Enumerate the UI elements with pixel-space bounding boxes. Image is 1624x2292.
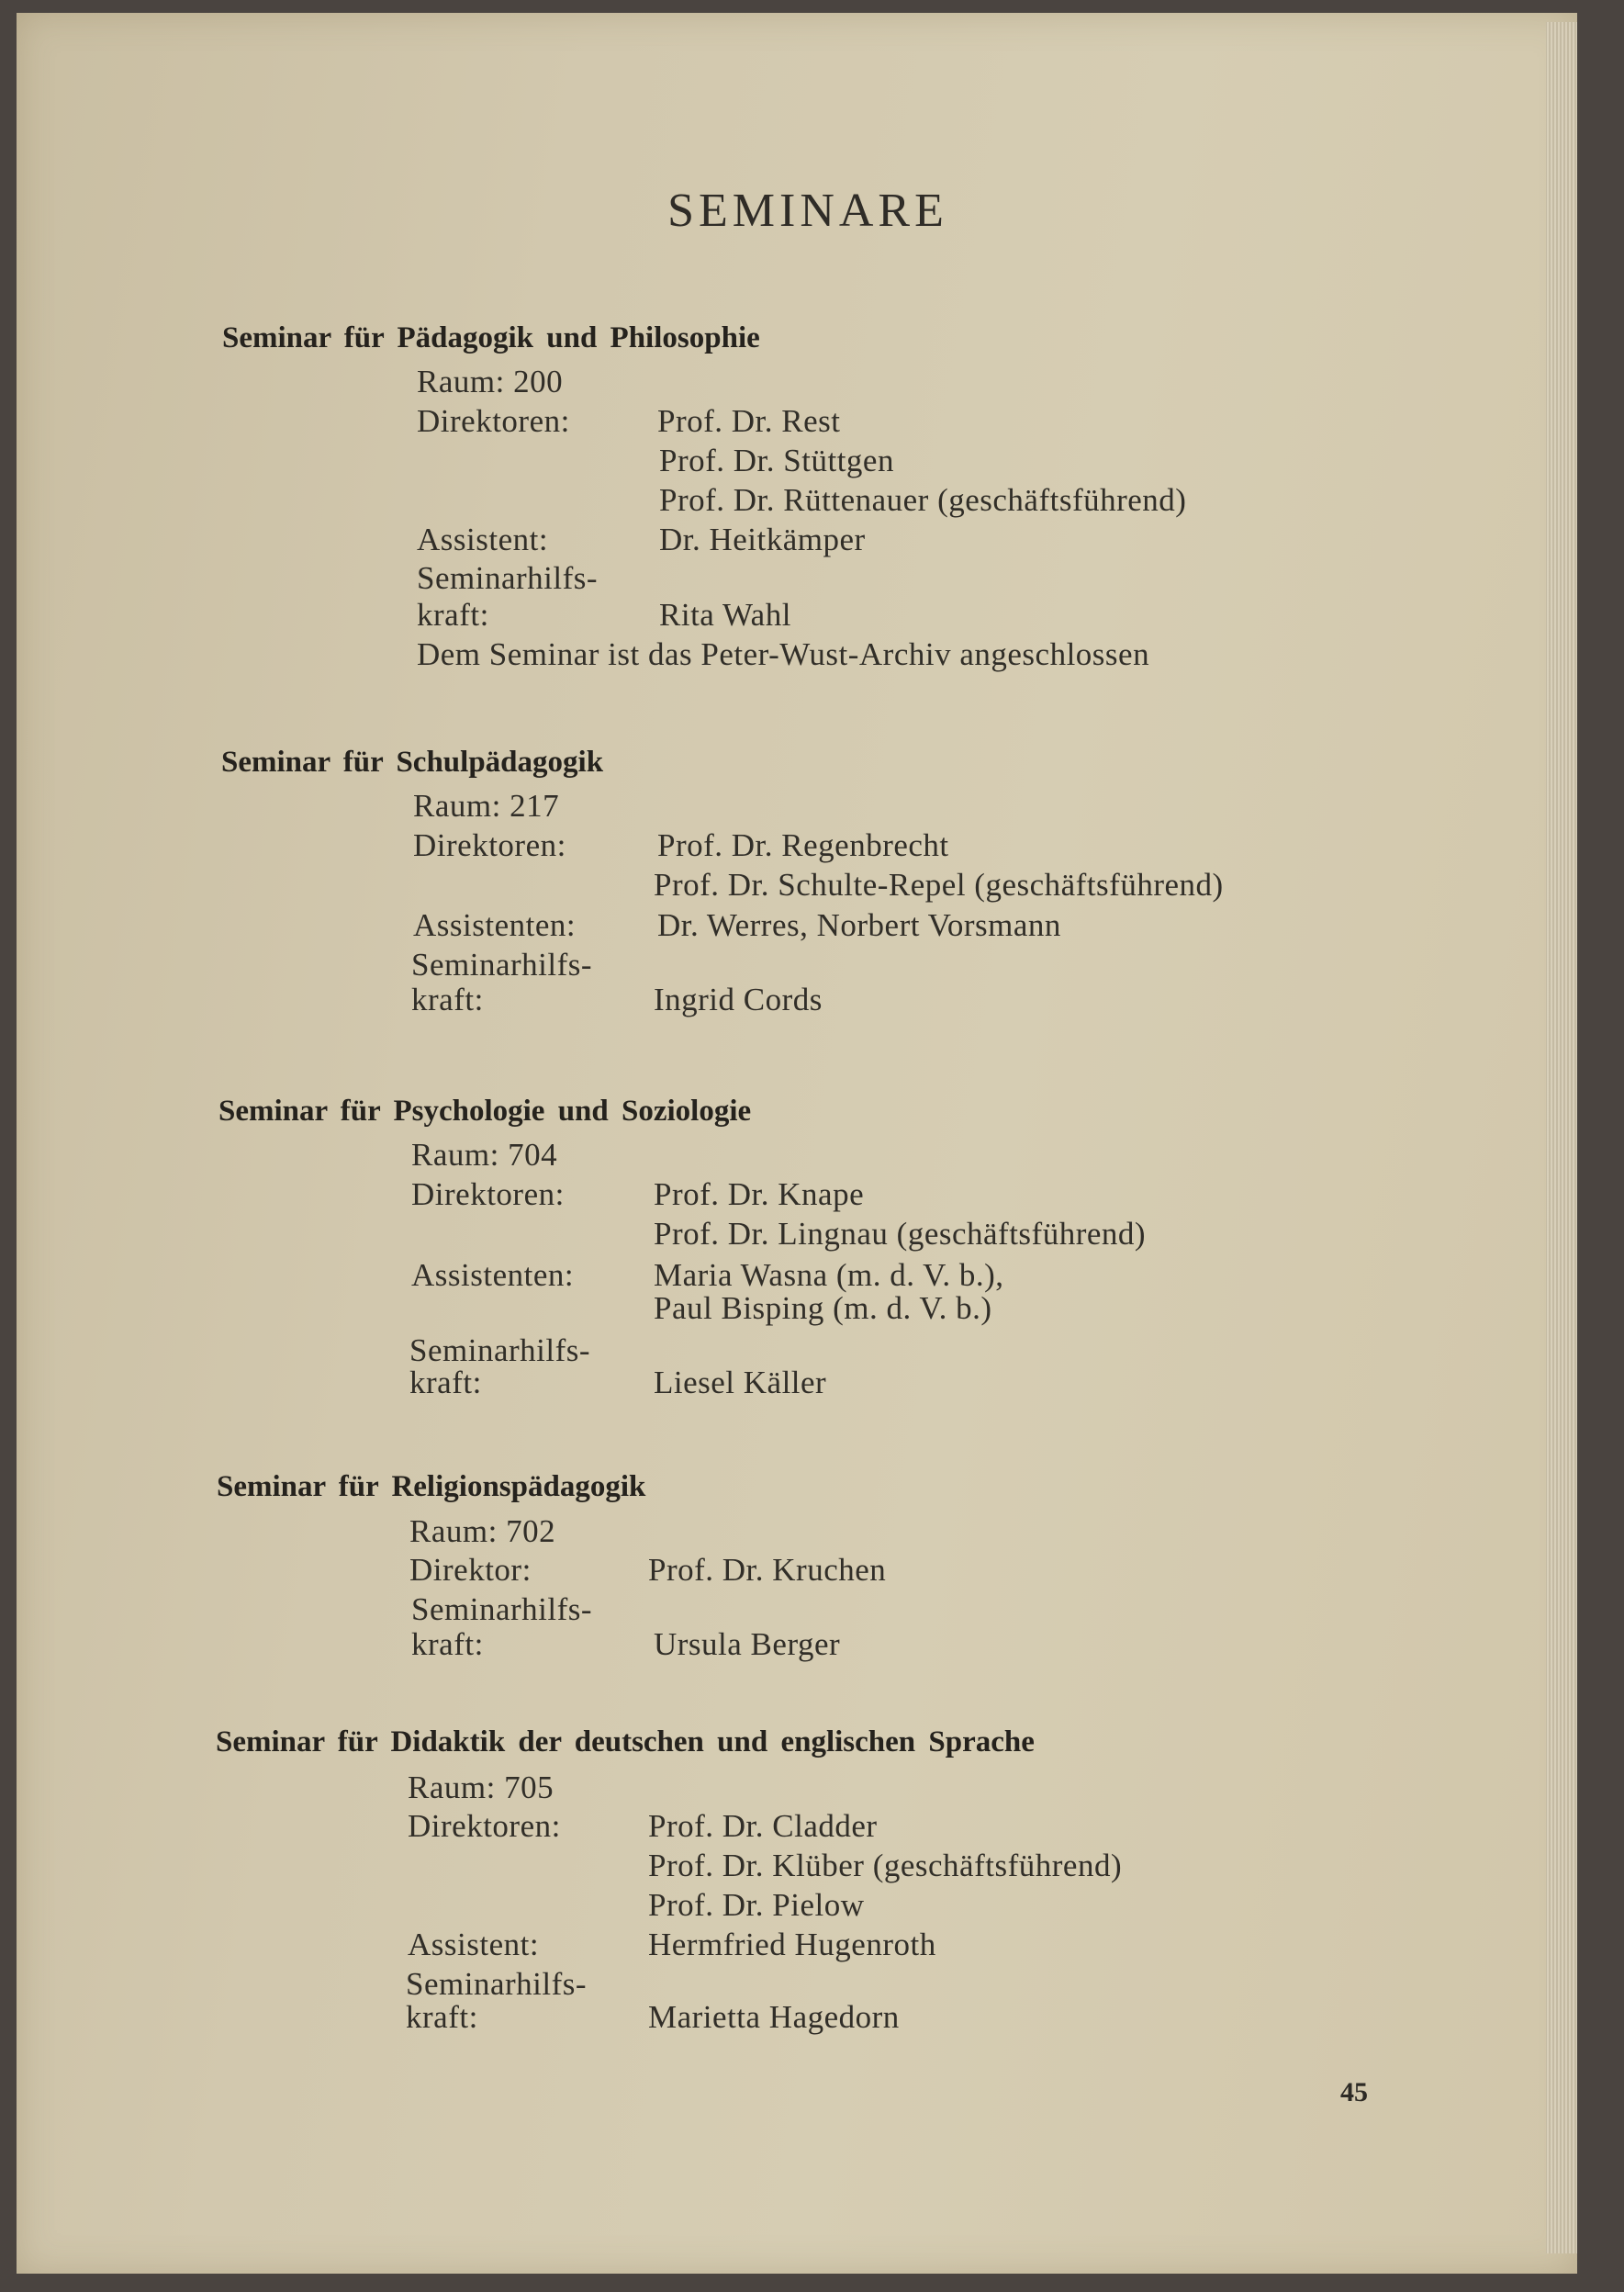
direktor-entry: Prof. Dr. Cladder — [648, 1808, 878, 1844]
page-number: 45 — [1340, 2077, 1368, 2107]
direktor-entry: Prof. Dr. Pielow — [648, 1887, 865, 1923]
assistent-entry: Dr. Werres, Norbert Vorsmann — [657, 907, 1061, 943]
page-edge — [1546, 22, 1577, 2253]
direktoren-label: Direktoren: — [413, 827, 566, 863]
hilfskraft-label: Seminarhilfs- — [411, 947, 593, 983]
assistent-label: Assistenten: — [411, 1257, 575, 1293]
direktor-entry: Prof. Dr. Schulte-Repel (geschäftsführend) — [654, 867, 1224, 903]
direktor-entry: Prof. Dr. Klüber (geschäftsführend) — [648, 1848, 1123, 1883]
direktor-entry: Prof. Dr. Lingnau (geschäftsführend) — [654, 1216, 1147, 1252]
page-title: SEMINARE — [667, 185, 948, 237]
hilfskraft-label: kraft: — [406, 1999, 478, 2035]
hilfskraft-label: kraft: — [411, 1626, 484, 1662]
direktoren-label: Direktoren: — [417, 403, 570, 439]
hilfskraft-label: kraft: — [417, 597, 489, 633]
direktor-entry: Prof. Dr. Rüttenauer (geschäftsführend) — [659, 482, 1187, 518]
direktoren-label: Direktoren: — [411, 1176, 565, 1212]
raum-label: Raum: 200 — [417, 364, 564, 399]
raum-label: Raum: 702 — [409, 1513, 556, 1549]
assistent-label: Assistenten: — [413, 907, 577, 943]
direktor-entry: Prof. Dr. Rest — [657, 403, 841, 439]
direktor-entry: Prof. Dr. Stüttgen — [659, 443, 894, 478]
direktoren-label: Direktoren: — [408, 1808, 561, 1844]
assistent-label: Assistent: — [417, 522, 549, 557]
hilfskraft-label: kraft: — [409, 1365, 482, 1400]
seminar-heading-paedagogik: Seminar für Pädagogik und Philosophie — [222, 321, 760, 354]
seminar-heading-psychologie: Seminar für Psychologie und Soziologie — [218, 1095, 752, 1128]
hilfskraft-label: Seminarhilfs- — [417, 560, 599, 596]
seminar-heading-didaktik: Seminar für Didaktik der deutschen und englischen Sprache — [216, 1725, 1035, 1758]
hilfskraft-entry: Rita Wahl — [659, 597, 791, 633]
seminar-heading-schulpaedagogik: Seminar für Schulpädagogik — [221, 746, 604, 779]
raum-label: Raum: 704 — [411, 1137, 558, 1173]
raum-label: Raum: 705 — [408, 1770, 554, 1805]
direktor-entry: Prof. Dr. Kruchen — [648, 1552, 887, 1588]
hilfskraft-label: Seminarhilfs- — [406, 1966, 588, 2002]
direktor-entry: Prof. Dr. Regenbrecht — [657, 827, 949, 863]
hilfskraft-label: Seminarhilfs- — [411, 1591, 593, 1627]
hilfskraft-entry: Ursula Berger — [654, 1626, 841, 1662]
assistent-entry: Paul Bisping (m. d. V. b.) — [654, 1290, 992, 1326]
assistent-entry: Maria Wasna (m. d. V. b.), — [654, 1257, 1004, 1293]
assistent-entry: Hermfried Hugenroth — [648, 1927, 936, 1962]
assistent-entry: Dr. Heitkämper — [659, 522, 866, 557]
hilfskraft-entry: Liesel Käller — [654, 1365, 827, 1400]
seminar-note: Dem Seminar ist das Peter-Wust-Archiv angeschlossen — [417, 636, 1150, 672]
assistent-label: Assistent: — [408, 1927, 540, 1962]
hilfskraft-label: Seminarhilfs- — [409, 1332, 591, 1368]
hilfskraft-entry: Ingrid Cords — [654, 982, 823, 1017]
hilfskraft-entry: Marietta Hagedorn — [648, 1999, 900, 2035]
hilfskraft-label: kraft: — [411, 982, 484, 1017]
direktor-label: Direktor: — [409, 1552, 532, 1588]
raum-label: Raum: 217 — [413, 788, 560, 824]
seminar-heading-religionspaedagogik: Seminar für Religionspädagogik — [217, 1470, 646, 1503]
direktor-entry: Prof. Dr. Knape — [654, 1176, 865, 1212]
